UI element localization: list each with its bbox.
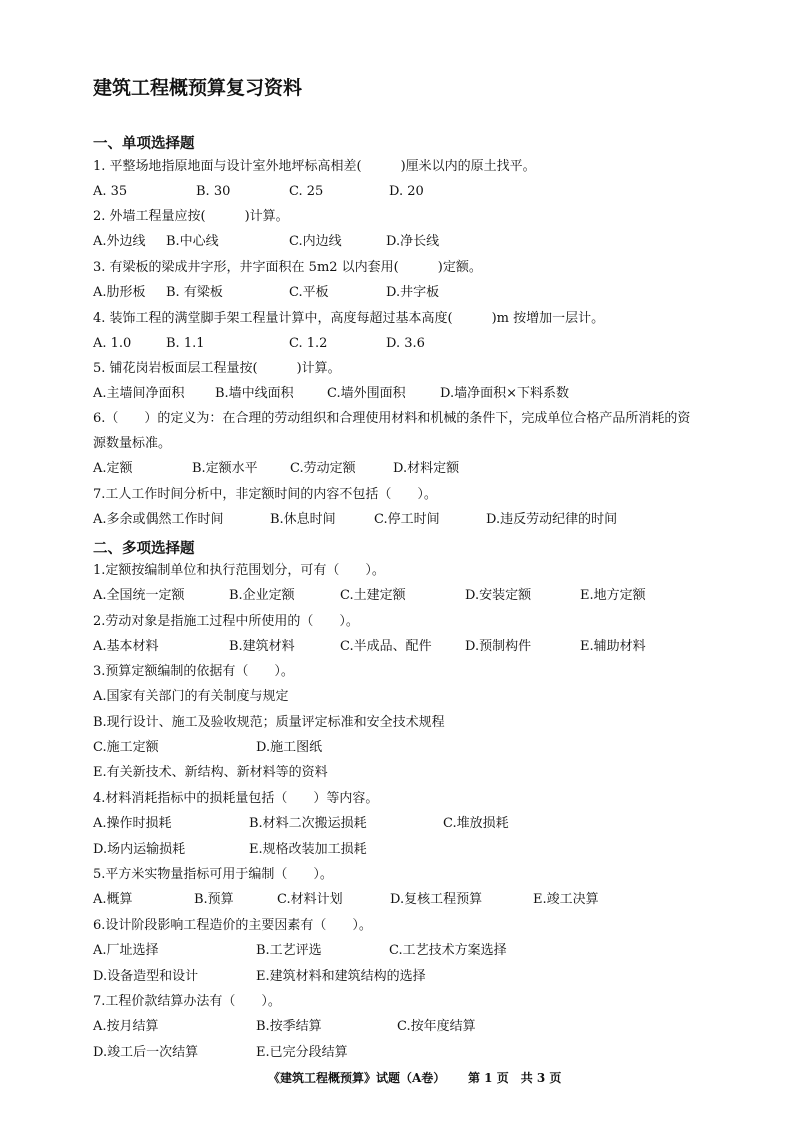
answer-option: A. 1.0 <box>93 336 132 351</box>
answer-option: C.材料计划 <box>277 892 343 907</box>
answer-option: D.井字板 <box>386 285 440 300</box>
multi_choice-heading: 二、多项选择题 <box>93 541 195 557</box>
answer-option: E.有关新技术、新结构、新材料等的资料 <box>93 765 328 780</box>
answer-option: D.安装定额 <box>465 588 532 603</box>
answer-option: D.竣工后一次结算 <box>93 1045 199 1060</box>
question-stem: 4.材料消耗指标中的损耗量包括（ ）等内容。 <box>93 791 379 806</box>
answer-option: A.定额 <box>93 461 133 476</box>
question-stem: 2. 外墙工程量应按( )计算。 <box>93 209 289 224</box>
answer-option: C.工艺技术方案选择 <box>389 943 507 958</box>
answer-option: E.建筑材料和建筑结构的选择 <box>256 969 426 984</box>
question-stem: 7.工程价款结算办法有（ ）。 <box>93 994 281 1009</box>
answer-option: B. 1.1 <box>166 336 205 351</box>
answer-option: E.地方定额 <box>580 588 646 603</box>
answer-option: B.企业定额 <box>229 588 295 603</box>
answer-option: B. 30 <box>196 184 231 199</box>
footer-exam-title: 《建筑工程概预算》试题（A卷） <box>268 1071 446 1085</box>
answer-option: A.厂址选择 <box>93 943 159 958</box>
answer-option: E.规格改装加工损耗 <box>249 842 367 857</box>
answer-option: E.竣工决算 <box>533 892 599 907</box>
answer-option: A.概算 <box>93 892 133 907</box>
answer-option: A.按月结算 <box>93 1019 159 1034</box>
question-stem: 5. 铺花岗岩板面层工程量按( )计算。 <box>93 361 341 376</box>
answer-option: A.肋形板 <box>93 285 146 300</box>
answer-option: A. 35 <box>93 184 128 199</box>
single_choice-heading: 一、单项选择题 <box>93 136 195 152</box>
answer-option: C. 1.2 <box>289 336 328 351</box>
answer-option: A.全国统一定额 <box>93 588 185 603</box>
answer-option: C.劳动定额 <box>290 461 356 476</box>
answer-option: C.按年度结算 <box>397 1019 476 1034</box>
answer-option: A.外边线 <box>93 234 146 249</box>
answer-option: C.墙外围面积 <box>327 386 406 401</box>
answer-option: C.半成品、配件 <box>340 639 432 654</box>
answer-option: D. 20 <box>389 184 424 199</box>
answer-option: B.定额水平 <box>192 461 258 476</box>
question-stem: 3.预算定额编制的依据有（ ）。 <box>93 664 294 679</box>
answer-option: D.预制构件 <box>465 639 532 654</box>
question-stem: 4. 装饰工程的满堂脚手架工程量计算中，高度每超过基本高度( )m 按增加一层计。 <box>93 311 605 326</box>
answer-option: D.违反劳动纪律的时间 <box>486 512 618 527</box>
answer-option: A.多余或偶然工作时间 <box>93 512 224 527</box>
question-stem: 1. 平整场地指原地面与设计室外地坪标高相差( )厘米以内的原土找平。 <box>93 159 536 174</box>
footer-page-info: 第 1 页 共 3 页 <box>468 1071 562 1085</box>
answer-option: D.材料定额 <box>393 461 460 476</box>
question-stem: 6.设计阶段影响工程造价的主要因素有（ ）。 <box>93 918 372 933</box>
answer-option: C. 25 <box>289 184 324 199</box>
answer-option: C.停工时间 <box>374 512 440 527</box>
answer-option: B.预算 <box>194 892 234 907</box>
answer-option: A.基本材料 <box>93 639 159 654</box>
answer-option: B.按季结算 <box>256 1019 322 1034</box>
answer-option: C.土建定额 <box>340 588 406 603</box>
question-stem-continued: 源数量标准。 <box>93 436 172 451</box>
answer-option: C.施工定额 <box>93 740 159 755</box>
answer-option: B. 有梁板 <box>166 285 223 300</box>
answer-option: C.内边线 <box>289 234 342 249</box>
answer-option: A.操作时损耗 <box>93 816 172 831</box>
document-title: 建筑工程概预算复习资料 <box>93 77 303 99</box>
answer-option: D.场内运输损耗 <box>93 842 186 857</box>
answer-option: A.国家有关部门的有关制度与规定 <box>93 689 289 704</box>
answer-option: B.休息时间 <box>270 512 336 527</box>
question-stem: 2.劳动对象是指施工过程中所使用的（ ）。 <box>93 614 359 629</box>
question-stem: 5.平方米实物量指标可用于编制（ ）。 <box>93 867 333 882</box>
answer-option: D.施工图纸 <box>256 740 323 755</box>
answer-option: B.工艺评选 <box>256 943 322 958</box>
question-stem: 3. 有梁板的梁成井字形，井字面积在 5m2 以内套用( )定额。 <box>93 260 482 275</box>
answer-option: B.建筑材料 <box>229 639 295 654</box>
answer-option: D. 3.6 <box>386 336 425 351</box>
answer-option: D.墙净面积×下料系数 <box>440 386 569 401</box>
answer-option: C.堆放损耗 <box>443 816 509 831</box>
answer-option: B.中心线 <box>166 234 219 249</box>
answer-option: C.平板 <box>289 285 329 300</box>
answer-option: B.墙中线面积 <box>215 386 294 401</box>
answer-option: D.复核工程预算 <box>390 892 483 907</box>
question-stem: 1.定额按编制单位和执行范围划分，可有（ ）。 <box>93 563 385 578</box>
answer-option: B.现行设计、施工及验收规范；质量评定标准和安全技术规程 <box>93 715 445 730</box>
answer-option: D.设备造型和设计 <box>93 969 199 984</box>
answer-option: A.主墙间净面积 <box>93 386 185 401</box>
question-stem: 7.工人工作时间分析中，非定额时间的内容不包括（ ）。 <box>93 487 437 502</box>
answer-option: B.材料二次搬运损耗 <box>249 816 367 831</box>
question-stem: 6.（ ）的定义为：在合理的劳动组织和合理使用材料和机械的条件下，完成单位合格产品所消耗的资 <box>93 411 691 426</box>
answer-option: E.已完分段结算 <box>256 1045 348 1060</box>
answer-option: E.辅助材料 <box>580 639 646 654</box>
answer-option: D.净长线 <box>386 234 440 249</box>
